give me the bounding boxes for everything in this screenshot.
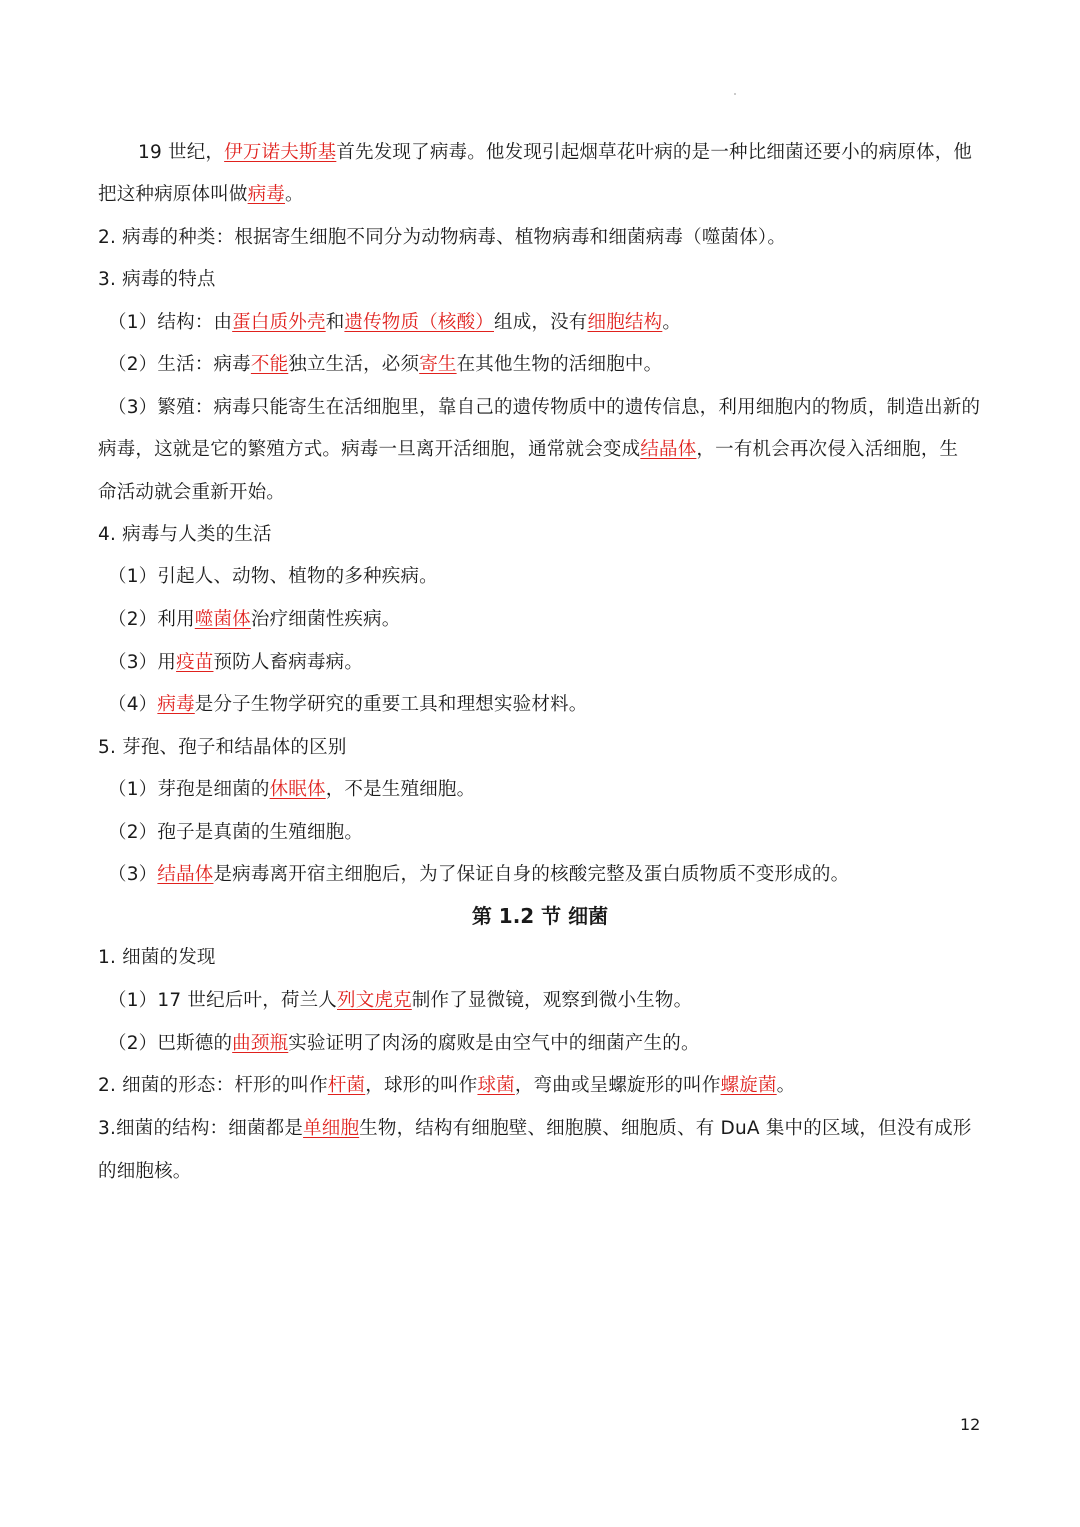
highlighted-term: 病毒	[247, 184, 286, 205]
virus-line-9	[98, 480, 988, 506]
bacteria-line-6	[98, 1159, 988, 1185]
text-segment: （1）引起人、动物、植物的多种疾病。	[108, 566, 438, 587]
highlighted-term: 结晶体	[640, 439, 697, 460]
virus-line-18	[98, 862, 998, 888]
text-segment: 和	[325, 312, 345, 333]
text-segment: 病毒，这就是它的繁殖方式。病毒一旦离开活细胞，通常就会变成	[98, 439, 641, 460]
text-segment: 2. 病毒的种类：根据寄生细胞不同分为动物病毒、植物病毒和细菌病毒（噬菌体）。	[98, 227, 787, 248]
highlighted-term: 噬菌体	[194, 609, 251, 630]
virus-line-16	[98, 777, 998, 803]
virus-line-1	[98, 140, 1028, 166]
virus-line-5	[98, 310, 998, 336]
text-segment: （1）17 世纪后叶，荷兰人	[108, 990, 337, 1011]
text-segment: （3）繁殖：病毒只能寄生在活细胞里，靠自己的遗传物质中的遗传信息，利用细胞内的物质，制造出新的	[108, 397, 981, 418]
highlighted-term: 遗传物质（核酸）	[344, 312, 494, 333]
text-segment: 首先发现了病毒。他发现引起烟草花叶病的是一种比细菌还要小的病原体，他	[336, 142, 973, 163]
text-segment: 2. 细菌的形态：杆形的叫作	[98, 1075, 328, 1096]
virus-line-10	[98, 522, 988, 548]
text-segment: 在其他生物的活细胞中。	[456, 354, 663, 375]
virus-line-11	[98, 564, 998, 590]
text-segment: ，不是生殖细胞。	[325, 779, 476, 800]
text-segment: （2）孢子是真菌的生殖细胞。	[108, 822, 364, 843]
text-segment: （2）利用	[108, 609, 195, 630]
virus-line-2	[98, 182, 988, 208]
text-segment: （2）巴斯德的	[108, 1033, 233, 1054]
text-segment: 生物，结构有细胞壁、细胞膜、细胞质、有 DuA 集中的区域，但没有成形	[359, 1118, 972, 1139]
bacteria-line-1	[98, 945, 988, 971]
section-heading: 第 1.2 节 细菌	[471, 904, 609, 928]
text-segment: 。	[285, 184, 304, 205]
highlighted-term: 疫苗	[176, 652, 214, 673]
bacteria-line-4	[98, 1073, 988, 1099]
text-segment: 制作了显微镜，观察到微小生物。	[411, 990, 693, 1011]
text-segment: 3.细菌的结构：细菌都是	[98, 1118, 304, 1139]
text-segment: ，弯曲或呈螺旋形的叫作	[514, 1075, 721, 1096]
virus-line-8	[98, 437, 988, 463]
highlighted-term: 不能	[250, 354, 289, 375]
virus-line-6	[98, 352, 998, 378]
page-number: 12	[960, 1415, 981, 1434]
text-segment: 预防人畜病毒病。	[213, 652, 364, 673]
text-segment: 把这种病原体叫做	[98, 184, 248, 205]
highlighted-term: 杆菌	[327, 1075, 366, 1096]
bacteria-line-5	[98, 1116, 988, 1142]
highlighted-term: 结晶体	[157, 864, 214, 885]
text-segment: 组成，没有	[494, 312, 588, 333]
text-segment: 的细胞核。	[98, 1161, 192, 1182]
highlighted-term: 寄生	[419, 354, 457, 375]
highlighted-term: 球菌	[477, 1075, 515, 1096]
text-segment: （1）芽孢是细菌的	[108, 779, 270, 800]
text-segment: 实验证明了肉汤的腐败是由空气中的细菌产生的。	[288, 1033, 700, 1054]
virus-line-4	[98, 267, 988, 293]
virus-line-15	[98, 735, 988, 761]
text-segment: ，一有机会再次侵入活细胞，生	[696, 439, 959, 460]
highlighted-term: 休眠体	[269, 779, 326, 800]
highlighted-term: 单细胞	[303, 1118, 360, 1139]
highlighted-term: 伊万诺夫斯基	[224, 142, 337, 163]
text-segment: 19 世纪，	[138, 142, 225, 163]
text-segment: 1. 细菌的发现	[98, 947, 216, 968]
virus-line-7	[98, 395, 998, 421]
text-segment: （1）结构：由	[108, 312, 233, 333]
text-segment: 4. 病毒与人类的生活	[98, 524, 272, 545]
text-segment: ，球形的叫作	[365, 1075, 478, 1096]
text-segment: 5. 芽孢、孢子和结晶体的区别	[98, 737, 347, 758]
highlighted-term: 列文虎克	[337, 990, 412, 1011]
highlighted-term: 曲颈瓶	[232, 1033, 289, 1054]
text-segment: （4）	[108, 694, 158, 715]
text-segment: 。	[776, 1075, 796, 1096]
text-segment: 命活动就会重新开始。	[98, 482, 286, 503]
highlighted-term: 螺旋菌	[720, 1075, 777, 1096]
text-segment: 3. 病毒的特点	[98, 269, 216, 290]
text-segment: 独立生活，必须	[288, 354, 420, 375]
virus-line-12	[98, 607, 998, 633]
text-segment: （3）用	[108, 652, 177, 673]
virus-line-3	[98, 225, 988, 251]
text-segment: 是分子生物学研究的重要工具和理想实验材料。	[194, 694, 588, 715]
text-segment: 治疗细菌性疾病。	[250, 609, 401, 630]
highlighted-term: 蛋白质外壳	[232, 312, 326, 333]
virus-line-14	[98, 692, 998, 718]
text-segment: 是病毒离开宿主细胞后，为了保证自身的核酸完整及蛋白质物质不变形成的。	[213, 864, 850, 885]
bacteria-line-3	[98, 1031, 998, 1057]
virus-line-13	[98, 650, 998, 676]
bacteria-line-2	[98, 988, 998, 1014]
scan-speck	[734, 93, 736, 95]
highlighted-term: 细胞结构	[587, 312, 663, 333]
highlighted-term: 病毒	[157, 694, 195, 715]
text-segment: 。	[662, 312, 682, 333]
virus-line-17	[98, 820, 998, 846]
text-segment: （2）生活：病毒	[108, 354, 251, 375]
text-segment: （3）	[108, 864, 158, 885]
